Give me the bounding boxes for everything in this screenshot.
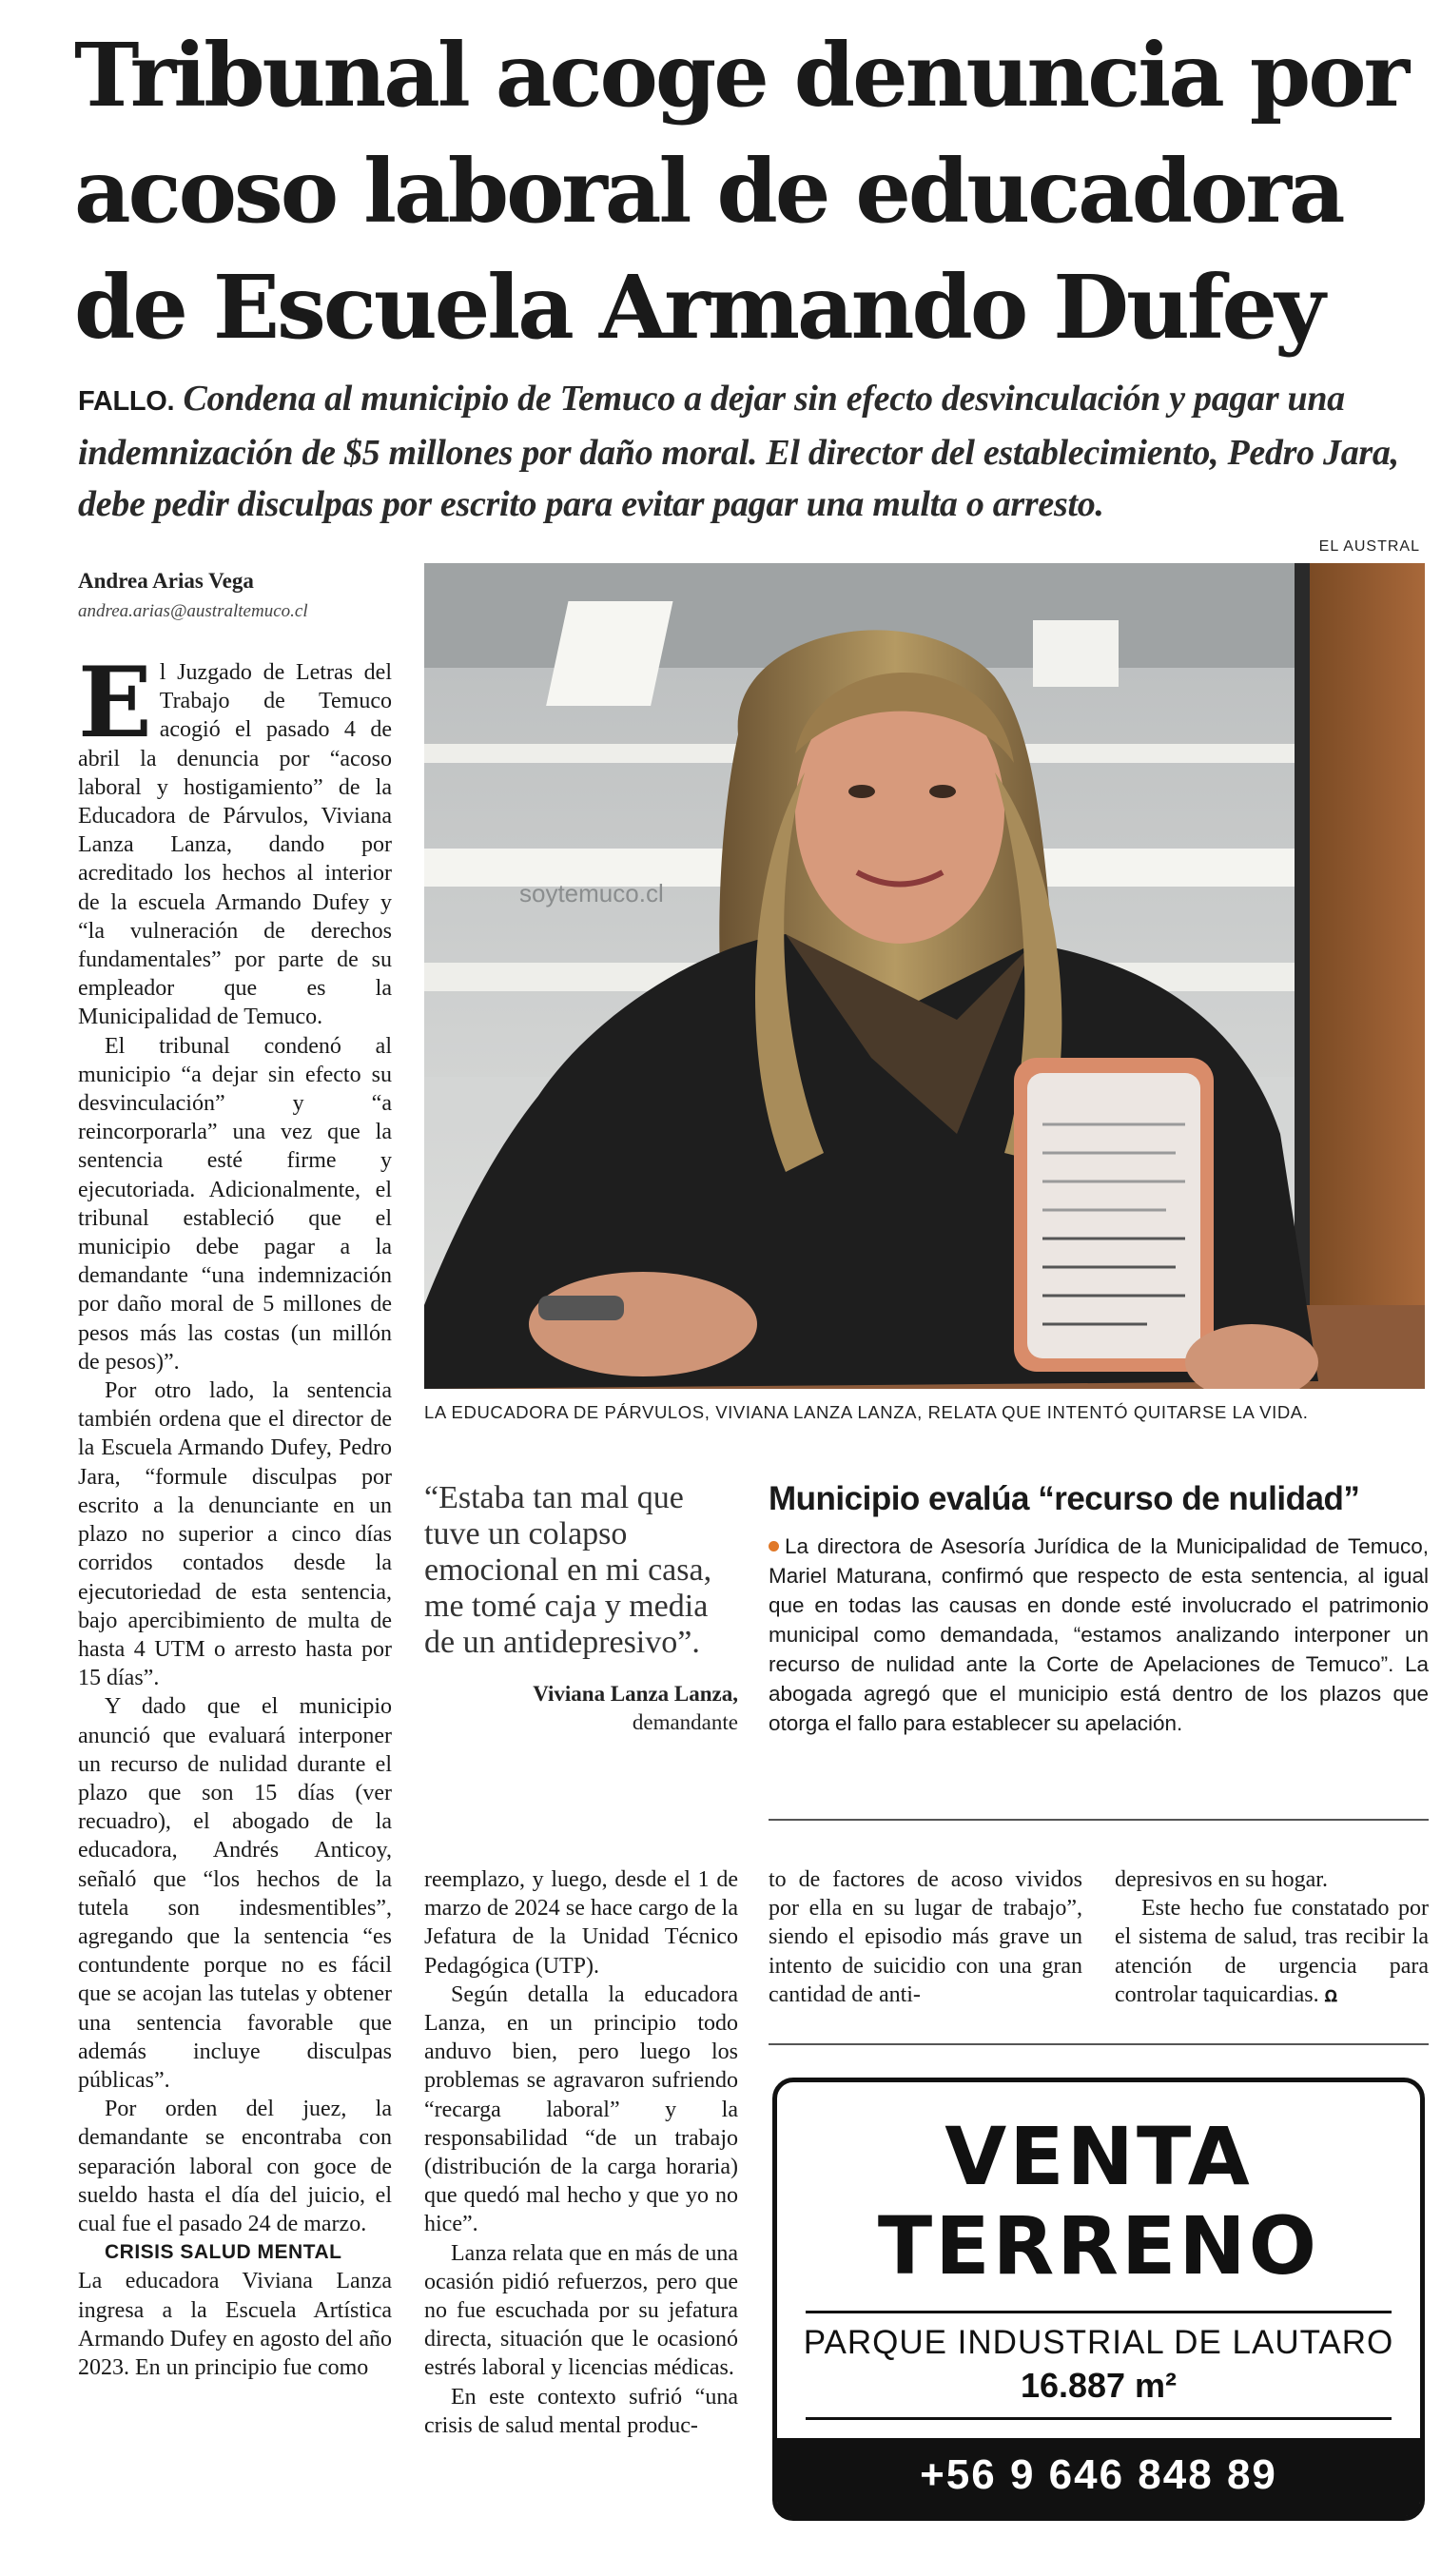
wall-text: soytemuco.cl <box>519 879 664 907</box>
paragraph: Lanza relata que en más de una ocasión pidió refuerzos, pero que no fue escuchada por su jefatura directa, situación que le ocasionó estrés laboral y licencias médicas. <box>424 2240 738 2381</box>
deck <box>78 373 1429 530</box>
ad-area: 16.887 m² <box>1020 2366 1178 2405</box>
drop-cap: E <box>78 646 152 760</box>
sidebar-box <box>769 1480 1429 1738</box>
quote-role: demandante <box>632 1710 738 1734</box>
paragraph-text: Este hecho fue constatado por el sistema de salud, tras recibir la atención de urgencia para controlar taquicardias. <box>1115 1896 1429 2007</box>
byline <box>78 569 401 622</box>
agency-credit: EL AUSTRAL <box>1318 538 1420 555</box>
ad-divider <box>806 2417 1392 2420</box>
paragraph: Y dado que el municipio anunció que evaluará interponer un recurso de nulidad durante el plazo que son 15 días (ver recuadro), el abogado de la educadora, Andrés Anticoy, señaló que “los hechos de la tutela son indesmentibles”, agregando que la sentencia “es contundente porque no es fácil que se acojan las tutelas y obtener una sentencia favorable que además incluye disculpas públicas”. <box>78 1694 392 2093</box>
bullet-dot-icon <box>769 1541 779 1551</box>
paragraph: depresivos en su hogar. <box>1115 1867 1328 1892</box>
paragraph: reemplazo, y luego, desde el 1 de marzo de 2024 se hace cargo de la Jefatura de la Unidad Técnico Pedagógica (UTP). <box>424 1867 738 1979</box>
sidebar-text: La directora de Asesoría Jurídica de la Municipalidad de Temuco, Mariel Maturana, confirmó que respecto de esta sentencia, al igual que en todas las causas en donde esté involucrado el patrimonio municipal como demandada, “estamos analizando interponer un recurso de nulidad ante la Corte de Apelaciones de Temuco”. La abogada agregó que el municipio está dentro de los plazos que otorga el fallo para establecer su apelación. <box>769 1534 1429 1735</box>
ad-headline-line2: TERRENO <box>877 2199 1320 2293</box>
headline-line: Tribunal acoge denuncia por <box>74 24 1408 127</box>
section-subhead: CRISIS SALUD MENTAL <box>105 2241 342 2264</box>
headline <box>74 17 1425 365</box>
article-column-2 <box>424 1865 738 2440</box>
article-column-1 <box>78 646 392 2382</box>
paragraph: Por orden del juez, la demandante se encontraba con separación laboral con goce de sueldo hasta el día del juicio, el cual fue el pasado 24 de marzo. <box>78 2097 392 2236</box>
ad-phone-number[interactable]: +56 9 646 848 89 <box>920 2451 1277 2498</box>
paragraph: En este contexto sufrió “una crisis de salud mental produc- <box>424 2384 738 2438</box>
paragraph <box>78 646 392 1032</box>
paragraph <box>1115 1894 1429 2009</box>
classified-ad <box>772 2078 1425 2521</box>
quote-author: Viviana Lanza Lanza, <box>533 1682 738 1706</box>
ad-headline-line1: VENTA <box>944 2110 1253 2203</box>
photo-caption: LA EDUCADORA DE PÁRVULOS, VIVIANA LANZA LANZA, RELATA QUE INTENTÓ QUITARSE LA VIDA. <box>424 1402 1309 1422</box>
ad-phone-bar <box>777 2438 1420 2516</box>
deck-kicker: FALLO. <box>78 386 175 417</box>
pull-quote <box>424 1480 738 1735</box>
end-mark-icon: ꭥ <box>1324 1981 1337 2006</box>
quote-text: “Estaba tan mal que tuve un colapso emocional en mi casa, me tomé caja y media de un antidepresivo”. <box>424 1480 712 1660</box>
headline-line: de Escuela Armando Dufey <box>74 256 1323 359</box>
photo-illustration <box>424 563 1425 1389</box>
sidebar-text-block <box>769 1532 1429 1738</box>
divider <box>769 1819 1429 1821</box>
sidebar-title: Municipio evalúa “recurso de nulidad” <box>769 1480 1360 1517</box>
headline-line: acoso laboral de educadora <box>74 140 1343 243</box>
author-email[interactable]: andrea.arias@australtemuco.cl <box>78 601 308 621</box>
paragraph-text: l Juzgado de Letras del Trabajo de Temuco acogió el pasado 4 de abril la denuncia por “acoso laboral y hostigamiento” de la Educadora de Párvulos, Viviana Lanza Lanza, dando por acreditado los hechos al interior de la escuela Armando Dufey y “la vulneración de derechos fundamentales” por parte de su empleador que es la Municipalidad de Temuco. <box>78 660 392 1030</box>
paragraph: Según detalla la educadora Lanza, en un principio todo anduvo bien, pero luego los problemas se agravaron sufriendo “recarga laboral” y la responsabilidad “de un trabajo (distribución de la carga horaria) que quedó mal hecho y que yo no hice”. <box>424 1981 738 2237</box>
paragraph: Por otro lado, la sentencia también ordena que el director de la Escuela Armando Dufey, Pedro Jara, “formule disculpas por escrito a la denunciante en un plazo no superior a cinco días corridos contados desde la ejecutoriedad de esta sentencia, bajo apercibimiento de multa de hasta 4 UTM o arresto hasta por 15 días”. <box>78 1378 392 1691</box>
paragraph: to de factores de acoso vividos por ella en su lugar de trabajo”, siendo el episodio más grave un intento de suicidio con una gran cantidad de anti- <box>769 1867 1082 2007</box>
author-name: Andrea Arias Vega <box>78 569 254 593</box>
ad-divider <box>806 2311 1392 2313</box>
ad-location: PARQUE INDUSTRIAL DE LAUTARO <box>803 2324 1394 2361</box>
paragraph: La educadora Viviana Lanza ingresa a la Escuela Artística Armando Dufey en agosto del año 2023. En un principio fue como <box>78 2269 392 2380</box>
article-column-4 <box>1115 1865 1429 2009</box>
article-column-3 <box>769 1865 1082 2009</box>
deck-text: Condena al municipio de Temuco a dejar sin efecto desvinculación y pagar una indemnización de $5 millones por daño moral. El director del establecimiento, Pedro Jara, debe pedir disculpas por escrito para evitar pagar una multa o arresto. <box>78 379 1399 524</box>
paragraph: El tribunal condenó al municipio “a dejar sin efecto su desvinculación” y “a reincorporarla” una vez que la sentencia esté firme y ejecutoriada. Adicionalmente, el tribunal estableció que el municipio debe pagar a la demandante “una indemnización por daño moral de 5 millones de pesos más las costas (un millón de pesos)”. <box>78 1033 392 1375</box>
article-photo <box>424 563 1425 1389</box>
divider <box>769 2043 1429 2045</box>
